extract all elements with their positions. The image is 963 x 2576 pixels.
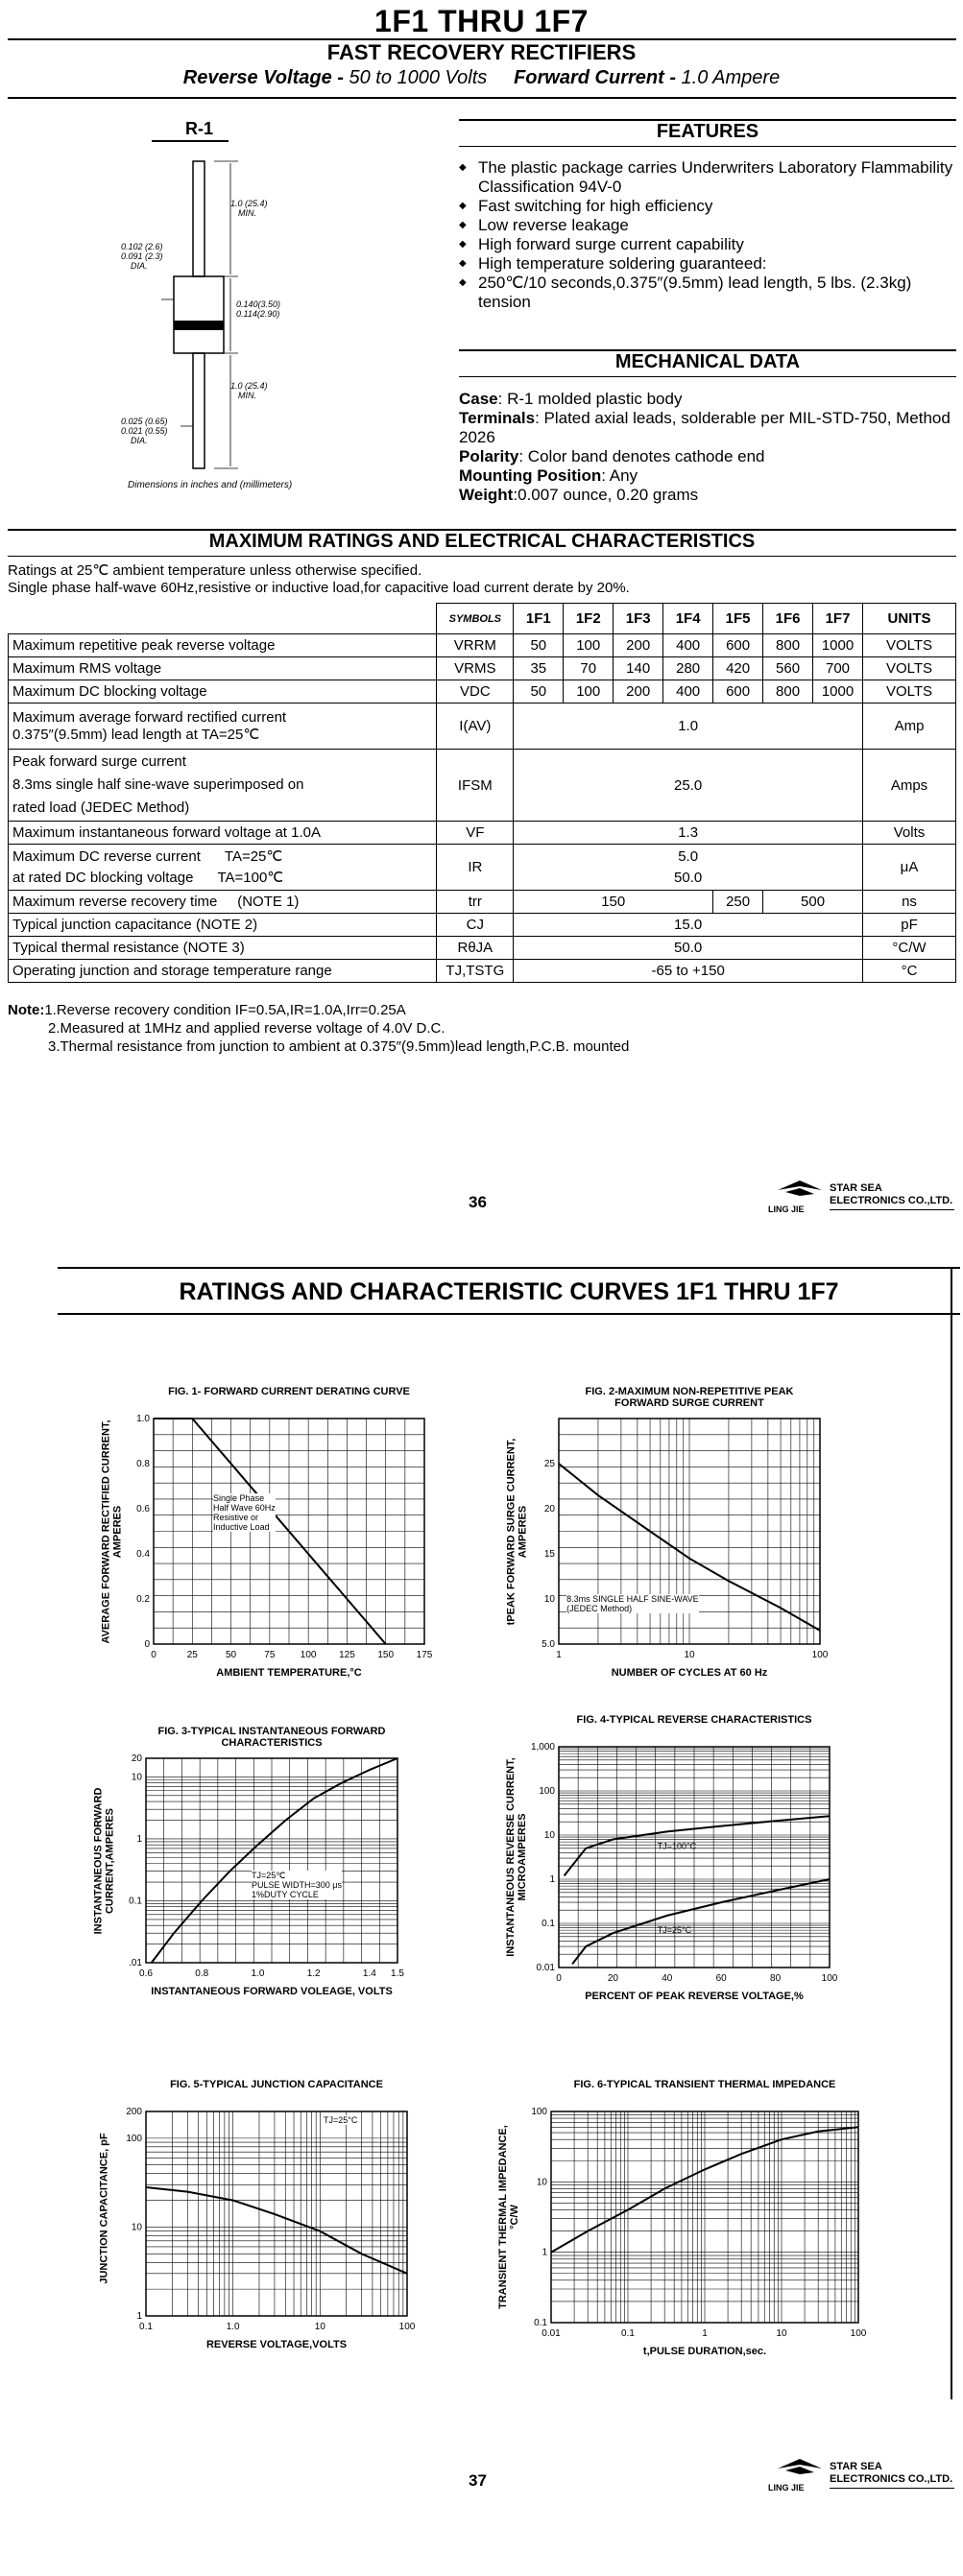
table-row: Typical junction capacitance (NOTE 2) CJ 15.0 pF [9, 914, 956, 937]
chart-annotation: 8.3ms SINGLE HALF SINE-WAVE (JEDEC Method) [566, 1594, 699, 1614]
x-tick-label: 0.8 [195, 1968, 209, 1979]
x-tick-label: 10 [776, 2328, 787, 2339]
package-drawing [8, 107, 449, 501]
x-tick-label: 125 [339, 1650, 355, 1660]
chart-svg [88, 2073, 426, 2373]
y-tick-label: 1 [136, 1833, 142, 1845]
y-tick-label: 10 [131, 1772, 142, 1783]
y-tick-label: 0.01 [536, 1963, 555, 1973]
x-tick-label: 0.1 [139, 2322, 153, 2332]
ratings-summary-line [0, 67, 963, 89]
dim-lead-length-top: 1.0 (25.4) MIN. [230, 199, 268, 218]
features-list [459, 158, 956, 312]
y-tick-label: 20 [543, 1504, 555, 1515]
chart-fig-1 [96, 1380, 444, 1702]
divider [8, 556, 956, 557]
x-axis-label: REVERSE VOLTAGE,VOLTS [205, 2339, 348, 2350]
dim-body-diameter: 0.102 (2.6) 0.091 (2.3) DIA. [121, 242, 163, 271]
y-tick-label: 0.1 [542, 1919, 555, 1929]
chart-annotation: TJ=25°C [323, 2115, 358, 2126]
feature-item: ◆ Low reverse leakage [459, 216, 956, 235]
chart-svg [96, 1380, 444, 1702]
y-tick-label: .01 [129, 1958, 142, 1968]
x-tick-label: 0.1 [621, 2328, 635, 2339]
y-tick-label: 1.0 [136, 1414, 150, 1424]
mechanical-heading: MECHANICAL DATA [614, 351, 801, 372]
chart-fig-3 [88, 1720, 417, 2020]
curves-heading: RATINGS AND CHARACTERISTIC CURVES 1F1 THRU 1F7 [179, 1278, 839, 1305]
x-tick-label: 1 [702, 2328, 708, 2339]
x-tick-label: 1.0 [251, 1968, 265, 1979]
chart-svg [501, 1380, 839, 1702]
mech-row-case: Case: R-1 molded plastic body [459, 390, 683, 408]
y-tick-label: 200 [126, 2107, 142, 2117]
x-tick-label: 0 [151, 1650, 156, 1660]
chart-title: FIG. 6-TYPICAL TRANSIENT THERMAL IMPEDANCE [573, 2079, 836, 2090]
x-tick-label: 150 [377, 1650, 395, 1660]
table-row: Maximum DC reverse current TA=25℃ at rated DC blocking voltage TA=100℃ IR 5.0 50.0 μA [9, 845, 956, 891]
x-axis-label: INSTANTANEOUS FORWARD VOLEAGE, VOLTS [151, 1986, 393, 1997]
y-tick-label: 0.8 [136, 1459, 150, 1469]
mech-row-terminals: Terminals: Plated axial leads, solderable per MIL-STD-750, Method 2026 [459, 409, 951, 446]
series-label: TJ=25°C [657, 1924, 692, 1935]
ratings-heading: MAXIMUM RATINGS AND ELECTRICAL CHARACTERISTICS [208, 531, 756, 552]
y-tick-label: 100 [539, 1786, 555, 1797]
package-name: R-1 [185, 119, 214, 138]
table-row: Maximum repetitive peak reverse voltage VRRM 50 100 200 400 600 800 1000 VOLTS [9, 634, 956, 657]
chart-grid [146, 2111, 407, 2316]
x-tick-label: 100 [300, 1650, 317, 1660]
ratings-intro: Ratings at 25℃ ambient temperature unless otherwise specified. Single phase half-wave 60Hz,resistive or inductive load,for capacitive load current derate by 20%. [8, 562, 630, 596]
y-tick-label: 0.6 [136, 1504, 150, 1515]
chart-title: FIG. 4-TYPICAL REVERSE CHARACTERISTICS [576, 1714, 812, 1726]
page-border [951, 1267, 952, 2399]
table-row: Maximum instantaneous forward voltage at 1.0A VF 1.3 Volts [9, 822, 956, 845]
company-logo: LING JIE STAR SEA ELECTRONICS CO.,LTD. [768, 1179, 960, 1217]
divider [8, 97, 956, 99]
mechanical-data [459, 390, 956, 505]
divider [58, 1313, 960, 1315]
table-row: Typical thermal resistance (NOTE 3) RθJA 50.0 °C/W [9, 937, 956, 960]
chart-grid [146, 1758, 397, 1963]
x-axis-label: NUMBER OF CYCLES AT 60 Hz [611, 1667, 768, 1679]
y-tick-label: 10 [536, 2177, 547, 2188]
mech-row-polarity: Polarity: Color band denotes cathode end [459, 447, 765, 465]
chart-title: FIG. 1- FORWARD CURRENT DERATING CURVE [168, 1386, 410, 1397]
y-tick-label: 15 [543, 1549, 555, 1560]
dim-lead-length-bottom: 1.0 (25.4) MIN. [230, 381, 268, 400]
x-tick-label: 75 [264, 1650, 276, 1660]
y-tick-label: 100 [126, 2133, 142, 2144]
x-tick-label: 175 [416, 1650, 433, 1660]
page-subtitle: FAST RECOVERY RECTIFIERS [326, 40, 637, 64]
table-row: Maximum DC blocking voltage VDC 50 100 200 400 600 800 1000 VOLTS [9, 680, 956, 704]
x-axis-label: t,PULSE DURATION,sec. [642, 2346, 767, 2357]
feature-item: ◆ High temperature soldering guaranteed: [459, 254, 956, 274]
chart-title: FIG. 3-TYPICAL INSTANTANEOUS FORWARD CHARACTERISTICS [157, 1726, 386, 1749]
x-axis-label: PERCENT OF PEAK REVERSE VOLTAGE,% [585, 1991, 804, 2002]
x-tick-label: 100 [811, 1650, 829, 1660]
y-tick-label: 10 [543, 1594, 555, 1605]
x-tick-label: 25 [186, 1650, 198, 1660]
x-tick-label: 0.6 [139, 1968, 153, 1979]
x-tick-label: 20 [607, 1973, 618, 1984]
x-tick-label: 0.01 [542, 2328, 561, 2339]
x-tick-label: 80 [770, 1973, 782, 1984]
x-tick-label: 100 [850, 2328, 867, 2339]
chart-grid [551, 2111, 858, 2323]
y-tick-label: 5.0 [542, 1639, 555, 1650]
series-line [565, 1816, 830, 1875]
diode-outline-svg [8, 107, 449, 491]
y-axis-label: INSTANTANEOUS REVERSE CURRENT, MICROAMPERES [505, 1757, 528, 1957]
y-axis-label: INSTANTANEOUS FORWARD CURRENT,AMPERES [92, 1787, 115, 1934]
table-row: Maximum average forward rectified current 0.375″(9.5mm) lead length at TA=25℃ I(AV) 1.0 Amp [9, 704, 956, 750]
x-tick-label: 1.0 [226, 2322, 240, 2332]
series-label: TJ=100°C [657, 1841, 697, 1851]
logo-icon [776, 1179, 824, 1202]
chart-title: FIG. 2-MAXIMUM NON-REPETITIVE PEAK FORWARD SURGE CURRENT [585, 1386, 794, 1409]
chart-annotation: TJ=25℃ PULSE WIDTH=300 μs 1%DUTY CYCLE [252, 1871, 342, 1900]
chart-fig-6 [494, 2073, 878, 2380]
y-tick-label: 100 [531, 2107, 547, 2117]
x-tick-label: 60 [715, 1973, 727, 1984]
x-tick-label: 10 [684, 1650, 695, 1660]
y-tick-label: 25 [543, 1459, 555, 1469]
logo-icon [776, 2457, 824, 2480]
x-tick-label: 1.4 [362, 1968, 376, 1979]
mech-row-weight: Weight:0.007 ounce, 0.20 grams [459, 486, 699, 504]
y-tick-label: 0.2 [136, 1594, 150, 1605]
chart-fig-4 [501, 1708, 849, 2025]
y-tick-label: 1 [549, 1874, 555, 1885]
feature-item: ◆ The plastic package carries Underwriters Laboratory Flammability Classification 94V-0 [459, 158, 956, 197]
x-axis-label: AMBIENT TEMPERATURE,°C [216, 1667, 362, 1679]
features-heading: FEATURES [656, 121, 759, 142]
forward-current-value: 1.0 Ampere [681, 67, 781, 88]
page-number: 36 [469, 1193, 487, 1211]
y-tick-label: 10 [543, 1830, 555, 1841]
feature-item: ◆ Fast switching for high efficiency [459, 197, 956, 216]
y-tick-label: 1,000 [530, 1742, 555, 1753]
reverse-voltage-value: 50 to 1000 Volts [349, 67, 488, 88]
y-axis-label: JUNCTION CAPACITANCE, pF [98, 2132, 109, 2284]
dim-lead-diameter: 0.025 (0.65) 0.021 (0.55) DIA. [121, 417, 168, 445]
y-tick-label: 0 [144, 1639, 150, 1650]
divider [459, 376, 956, 377]
chart-title: FIG. 5-TYPICAL JUNCTION CAPACITANCE [170, 2079, 383, 2090]
x-tick-label: 1.2 [306, 1968, 321, 1979]
forward-current-label: Forward Current - [514, 67, 676, 88]
y-axis-label: tPEAK FORWARD SURGE CURRENT, AMPERES [505, 1438, 528, 1625]
chart-grid [559, 1747, 830, 1968]
notes: Note:1.Reverse recovery condition IF=0.5A,IR=1.0A,Irr=0.25A 2.Measured at 1MHz and applied reverse voltage of 4.0V D.C. 3.Thermal resistance from junction to ambient at 0.375″(9.5mm)lead length,P.C.B. mounted [8, 1002, 630, 1055]
y-axis-label: AVERAGE FORWARD RECTIFIED CURRENT, AMPERES [100, 1419, 123, 1644]
feature-item: ◆ 250℃/10 seconds,0.375″(9.5mm) lead length, 5 lbs. (2.3kg) tension [459, 274, 956, 312]
divider [58, 1267, 960, 1269]
table-row: Operating junction and storage temperature range TJ,TSTG -65 to +150 °C [9, 960, 956, 983]
divider [459, 146, 956, 147]
table-row: Peak forward surge current 8.3ms single half sine-wave superimposed on rated load (JEDEC Method) IFSM 25.0 Amps [9, 750, 956, 822]
table-row: Maximum RMS voltage VRMS 35 70 140 280 420 560 700 VOLTS [9, 657, 956, 680]
x-tick-label: 100 [398, 2322, 416, 2332]
table-row: Maximum reverse recovery time (NOTE 1) trr 150 250 500 ns [9, 891, 956, 914]
y-tick-label: 0.4 [136, 1549, 150, 1560]
y-axis-label: TRANSIENT THERMAL IMPEDANCE, °C/W [497, 2125, 520, 2309]
series-line [152, 1758, 397, 1963]
x-tick-label: 0 [556, 1973, 562, 1984]
page-number: 37 [469, 2471, 487, 2490]
x-tick-label: 1.5 [391, 1968, 404, 1979]
y-tick-label: 1 [542, 2247, 547, 2258]
chart-fig-2 [501, 1380, 839, 1702]
x-tick-label: 10 [314, 2322, 325, 2332]
chart-svg [494, 2073, 878, 2380]
ratings-table [8, 603, 956, 983]
y-tick-label: 1 [136, 2311, 142, 2322]
y-tick-label: 20 [131, 1753, 142, 1764]
y-tick-label: 0.1 [534, 2318, 547, 2328]
feature-item: ◆ High forward surge current capability [459, 235, 956, 254]
table-header-row: SYMBOLS 1F1 1F2 1F3 1F4 1F5 1F6 1F7 UNITS [9, 604, 956, 634]
chart-fig-5 [88, 2073, 426, 2373]
y-tick-label: 10 [131, 2222, 142, 2233]
dim-body-length: 0.140(3.50) 0.114(2.90) [236, 299, 281, 319]
reverse-voltage-label: Reverse Voltage - [182, 67, 344, 88]
mech-row-mounting: Mounting Position: Any [459, 466, 638, 485]
package-caption: Dimensions in inches and (millimeters) [128, 480, 293, 490]
x-tick-label: 50 [226, 1650, 237, 1660]
x-tick-label: 1 [556, 1650, 562, 1660]
company-logo: LING JIE STAR SEA ELECTRONICS CO.,LTD. [768, 2457, 960, 2495]
y-tick-label: 0.1 [129, 1896, 142, 1907]
x-tick-label: 40 [662, 1973, 673, 1984]
chart-annotation: Single Phase Half Wave 60Hz Resistive or Inductive Load [213, 1492, 276, 1532]
chart-svg [501, 1708, 849, 2025]
page-title: 1F1 THRU 1F7 [374, 4, 589, 38]
x-tick-label: 100 [821, 1973, 838, 1984]
